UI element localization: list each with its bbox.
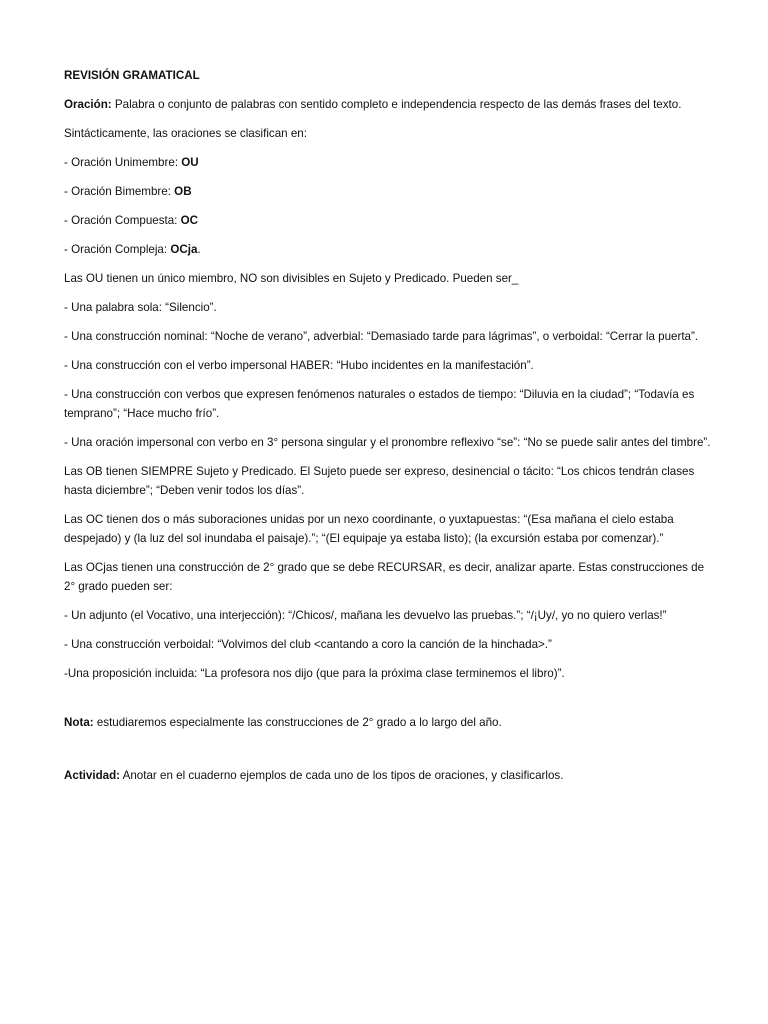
type-item-ocja: - Oración Compleja: OCja. [64, 243, 201, 256]
classification-intro: Sintácticamente, las oraciones se clasifican en: [64, 127, 307, 140]
definition-term: Oración: [64, 98, 112, 111]
ou-item: - Una palabra sola: “Silencio”. [64, 301, 217, 314]
ocja-label: Las OCjas [64, 561, 119, 574]
ou-item: - Una construcción con verbos que expresen fenómenos naturales o estados de tiempo: “Diluvia en la ciudad”; “Todavía es temprano”; “Hace mucho frío”. [64, 388, 695, 420]
note-label: Nota: [64, 716, 94, 729]
type-item-ou: - Oración Unimembre: OU [64, 156, 199, 169]
activity-label: Actividad: [64, 769, 121, 782]
definition-text: Palabra o conjunto de palabras con sentido completo e independencia respecto de las demás frases del texto. [111, 98, 682, 111]
document-page [64, 66, 712, 795]
oc-paragraph: Las OC tienen dos o más suboraciones unidas por un nexo coordinante, o yuxtapuestas: “(Esa mañana el cielo estaba despejado) y (la luz del sol inundaba el paisaje).”; “(El equipaje ya estaba listo); (la excursión estaba por comenzar).” [64, 513, 674, 545]
ocja-item: - Una construcción verboidal: “Volvimos del club <cantando a coro la canción de la hinchada>.” [64, 638, 552, 651]
ob-paragraph: Las OB tienen SIEMPRE Sujeto y Predicado. El Sujeto puede ser expreso, desinencial o tácito: “Los chicos tendrán clases hasta diciembre”; “Deben venir todos los días”. [64, 465, 695, 497]
ocja-item: -Una proposición incluida: “La profesora nos dijo (que para la próxima clase terminemos el libro)”. [64, 667, 565, 680]
type-item-ob: - Oración Bimembre: OB [64, 185, 192, 198]
activity-paragraph: Actividad: Anotar en el cuaderno ejemplos de cada uno de los tipos de oraciones, y clasificarlos. [64, 769, 564, 782]
note-paragraph: Nota: estudiaremos especialmente las construcciones de 2° grado a lo largo del año. [64, 716, 502, 729]
ou-item: - Una construcción nominal: “Noche de verano”, adverbial: “Demasiado tarde para lágrimas”, o verboidal: “Cerrar la puerta”. [64, 330, 699, 343]
ob-label: Las OB [64, 465, 103, 478]
ou-item: - Una construcción con el verbo impersonal HABER: “Hubo incidentes en la manifestación”. [64, 359, 534, 372]
ocja-paragraph: Las OCjas tienen una construcción de 2° grado que se debe RECURSAR, es decir, analizar aparte. Estas construcciones de 2° grado pueden ser: [64, 561, 705, 593]
type-item-oc: - Oración Compuesta: OC [64, 214, 199, 227]
document-title: REVISIÓN GRAMATICAL [64, 69, 200, 82]
definition-paragraph [64, 95, 712, 114]
ou-lead: Las OU tienen un único miembro, NO son divisibles en Sujeto y Predicado. Pueden ser_ [64, 272, 519, 285]
ou-item: - Una oración impersonal con verbo en 3° persona singular y el pronombre reflexivo “se”: “No se puede salir antes del timbre”. [64, 436, 711, 449]
ocja-item: - Un adjunto (el Vocativo, una interjección): “/Chicos/, mañana les devuelvo las pruebas.”; “/¡Uy/, yo no quiero verlas!” [64, 609, 667, 622]
oc-label: Las OC [64, 513, 104, 526]
